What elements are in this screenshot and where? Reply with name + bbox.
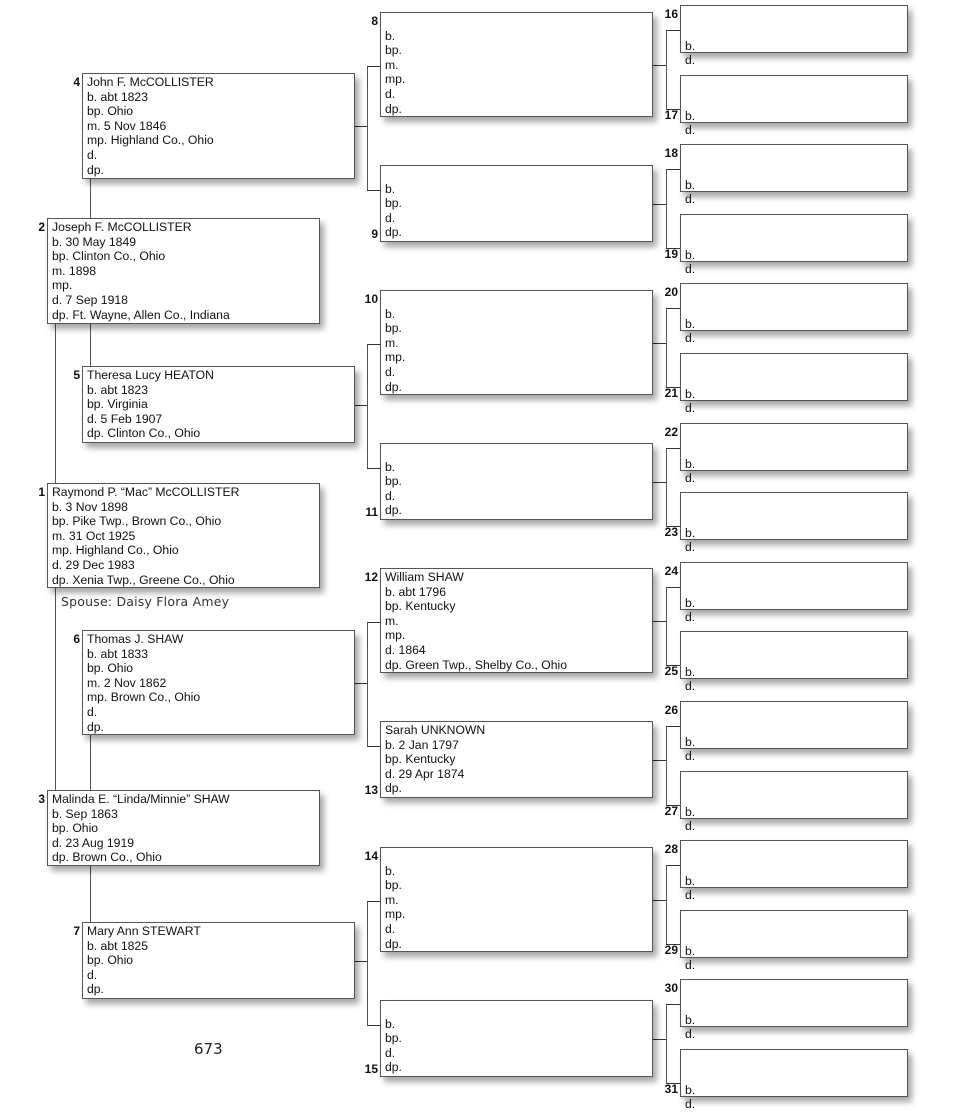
person-name: [685, 581, 907, 596]
connector-line: [90, 735, 91, 790]
ahnentafel-number: 16: [664, 7, 678, 21]
person-name: [385, 445, 652, 460]
person-box: [82, 73, 355, 179]
person-fact: d. 23 Aug 1919: [52, 835, 135, 850]
person-fact: mp.: [385, 907, 406, 922]
person-box: [380, 290, 653, 395]
person-fact: d.: [685, 331, 696, 346]
person-fact: d.: [685, 1097, 696, 1112]
person-fact: bp.: [385, 474, 402, 489]
person-fact: d.: [685, 610, 696, 625]
connector-line: [666, 30, 680, 31]
ahnentafel-number: 14: [364, 849, 378, 863]
person-fact: mp. Brown Co., Ohio: [87, 690, 201, 705]
person-fact: d. 5 Feb 1907: [87, 411, 163, 426]
person-fact: bp. Clinton Co., Ohio: [52, 249, 166, 264]
connector-line: [355, 683, 367, 684]
person-fact: bp. Kentucky: [385, 752, 456, 767]
person-fact: bp.: [385, 196, 402, 211]
person-fact: b.: [685, 456, 696, 471]
person-name: Mary Ann STEWART: [87, 924, 201, 938]
person-fact: m.: [385, 335, 399, 350]
connector-line: [90, 866, 91, 922]
person-fact: b.: [685, 386, 696, 401]
person-fact: d.: [87, 147, 98, 162]
ahnentafel-number: 8: [371, 14, 378, 28]
spouse-name: Daisy Flora Amey: [116, 594, 230, 609]
person-name: [685, 1068, 907, 1083]
person-fact: dp. Green Twp., Shelby Co., Ohio: [385, 657, 568, 672]
person-box: [680, 353, 908, 416]
person-fact: b. abt 1823: [87, 89, 148, 104]
person-fact: d.: [685, 471, 696, 486]
connector-line: [653, 482, 666, 483]
person-box: [380, 568, 653, 673]
connector-line: [367, 1025, 380, 1026]
person-box: [47, 483, 320, 588]
connector-line: [653, 343, 666, 344]
ahnentafel-number: 21: [664, 386, 678, 400]
ahnentafel-number: 18: [664, 146, 678, 160]
ahnentafel-number: 12: [364, 570, 378, 584]
ahnentafel-number: 24: [664, 564, 678, 578]
ahnentafel-number: 17: [664, 108, 678, 122]
person-box: [47, 218, 320, 324]
ahnentafel-number: 23: [664, 525, 678, 539]
connector-line: [653, 900, 666, 901]
ahnentafel-number: 15: [364, 1062, 378, 1076]
person-name: [685, 998, 907, 1013]
person-fact: b.: [385, 459, 396, 474]
connector-line: [90, 324, 91, 366]
person-fact: b. abt 1823: [87, 382, 148, 397]
person-fact: mp. Highland Co., Ohio: [52, 543, 179, 558]
person-name: [685, 929, 907, 944]
ahnentafel-number: 26: [664, 703, 678, 717]
person-name: Sarah UNKNOWN: [385, 723, 486, 737]
person-fact: dp.: [87, 982, 104, 997]
person-fact: b.: [385, 306, 396, 321]
person-name: Joseph F. McCOLLISTER: [52, 220, 192, 234]
person-fact: bp. Kentucky: [385, 599, 456, 614]
connector-line: [367, 622, 368, 747]
person-fact: b.: [385, 1016, 396, 1031]
person-fact: dp. Brown Co., Ohio: [52, 850, 162, 865]
person-fact: b.: [685, 943, 696, 958]
person-fact: d.: [685, 262, 696, 277]
person-box: [680, 75, 908, 138]
ahnentafel-number: 28: [664, 842, 678, 856]
person-box: [380, 1000, 653, 1077]
person-fact: d.: [685, 1027, 696, 1042]
person-name: William SHAW: [385, 570, 464, 584]
person-fact: d. 29 Apr 1874: [385, 766, 465, 781]
person-fact: dp.: [385, 379, 402, 394]
person-fact: d.: [685, 540, 696, 555]
person-name: [685, 859, 907, 874]
person-fact: b.: [685, 316, 696, 331]
person-fact: d.: [685, 958, 696, 973]
connector-line: [653, 65, 666, 66]
person-name: [385, 14, 652, 29]
person-fact: dp. Clinton Co., Ohio: [87, 426, 201, 441]
person-box: [680, 631, 908, 694]
person-fact: bp. Ohio: [87, 953, 134, 968]
person-fact: d.: [685, 679, 696, 694]
ahnentafel-number: 29: [664, 943, 678, 957]
connector-line: [367, 66, 368, 191]
person-fact: d.: [385, 210, 396, 225]
ahnentafel-number: 22: [664, 425, 678, 439]
person-fact: b.: [685, 525, 696, 540]
person-name: [685, 94, 907, 109]
person-fact: m.: [385, 892, 399, 907]
person-fact: m. 2 Nov 1862: [87, 675, 167, 690]
person-fact: d.: [385, 86, 396, 101]
connector-line: [367, 344, 380, 345]
person-fact: dp.: [87, 719, 104, 734]
connector-line: [367, 344, 368, 469]
person-fact: dp.: [385, 781, 402, 796]
ahnentafel-number: 4: [73, 75, 80, 89]
person-name: [685, 24, 907, 39]
ahnentafel-number: 11: [365, 505, 378, 519]
connector-line: [666, 30, 667, 110]
person-box: [380, 12, 653, 117]
person-fact: mp. Highland Co., Ohio: [87, 133, 214, 148]
person-name: Thomas J. SHAW: [87, 632, 184, 646]
person-name: Theresa Lucy HEATON: [87, 368, 214, 382]
person-fact: d.: [385, 364, 396, 379]
person-fact: bp.: [385, 878, 402, 893]
ahnentafel-number: 3: [38, 792, 45, 806]
person-box: [680, 979, 908, 1042]
person-fact: b.: [385, 863, 396, 878]
person-name: John F. McCOLLISTER: [87, 75, 214, 89]
person-fact: b. 2 Jan 1797: [385, 737, 459, 752]
person-fact: mp.: [385, 350, 406, 365]
person-fact: bp. Pike Twp., Brown Co., Ohio: [52, 514, 222, 529]
connector-line: [367, 622, 380, 623]
person-name: [685, 650, 907, 665]
person-fact: b.: [685, 595, 696, 610]
ahnentafel-number: 1: [38, 485, 45, 499]
person-box: [680, 283, 908, 346]
person-fact: b. 30 May 1849: [52, 234, 137, 249]
person-box: [680, 423, 908, 486]
person-fact: bp. Ohio: [87, 104, 134, 119]
person-box: [680, 214, 908, 277]
person-box: [680, 701, 908, 764]
person-fact: b. 3 Nov 1898: [52, 499, 128, 514]
ahnentafel-number: 9: [371, 227, 378, 241]
person-box: [680, 771, 908, 834]
person-fact: dp.: [385, 1060, 402, 1075]
person-fact: dp.: [385, 503, 402, 518]
person-fact: b. abt 1825: [87, 938, 148, 953]
ahnentafel-number: 10: [364, 292, 378, 306]
person-fact: b.: [685, 1012, 696, 1027]
person-fact: b. Sep 1863: [52, 806, 118, 821]
person-name: [385, 292, 652, 307]
person-box: [380, 165, 653, 242]
person-box: [380, 443, 653, 520]
person-fact: d.: [685, 819, 696, 834]
person-fact: b.: [685, 247, 696, 262]
person-fact: b.: [685, 38, 696, 53]
connector-line: [666, 448, 667, 527]
connector-line: [666, 169, 667, 249]
connector-line: [666, 587, 667, 666]
person-box: [380, 721, 653, 798]
connector-line: [367, 746, 380, 747]
person-fact: b. abt 1833: [87, 646, 148, 661]
connector-line: [666, 169, 680, 170]
connector-line: [666, 726, 680, 727]
person-name: [685, 233, 907, 248]
ahnentafel-number: 31: [664, 1082, 678, 1096]
person-box: [380, 847, 653, 952]
person-name: [685, 302, 907, 317]
person-fact: b.: [685, 177, 696, 192]
person-box: [82, 630, 355, 735]
spouse-note: [61, 594, 229, 609]
connector-line: [653, 1039, 666, 1040]
person-name: [385, 1002, 652, 1017]
connector-line: [355, 126, 367, 127]
connector-line: [653, 204, 666, 205]
person-fact: dp.: [385, 936, 402, 951]
person-name: [685, 163, 907, 178]
person-fact: d.: [385, 1045, 396, 1060]
connector-line: [355, 961, 367, 962]
person-fact: dp.: [385, 225, 402, 240]
person-fact: mp.: [52, 278, 73, 293]
person-box: [47, 790, 320, 866]
connector-line: [666, 308, 680, 309]
ahnentafel-number: 27: [664, 804, 678, 818]
person-fact: dp. Xenia Twp., Greene Co., Ohio: [52, 572, 235, 587]
person-fact: bp.: [385, 1031, 402, 1046]
connector-line: [666, 865, 680, 866]
connector-line: [355, 405, 367, 406]
person-box: [680, 910, 908, 973]
person-fact: d.: [685, 192, 696, 207]
person-name: [685, 372, 907, 387]
person-name: [685, 720, 907, 735]
ahnentafel-number: 6: [73, 632, 80, 646]
person-fact: bp. Ohio: [52, 821, 99, 836]
person-fact: b.: [685, 804, 696, 819]
person-fact: d.: [685, 123, 696, 138]
connector-line: [666, 1004, 667, 1084]
ahnentafel-number: 13: [364, 783, 378, 797]
ahnentafel-number: 5: [73, 368, 80, 382]
person-fact: d.: [685, 888, 696, 903]
connector-line: [367, 190, 380, 191]
person-name: [385, 167, 652, 182]
person-fact: m. 1898: [52, 263, 97, 278]
person-fact: m. 31 Oct 1925: [52, 528, 136, 543]
person-fact: d.: [685, 53, 696, 68]
person-fact: mp.: [385, 72, 406, 87]
person-fact: b.: [685, 734, 696, 749]
person-box: [680, 5, 908, 68]
person-fact: b.: [685, 1082, 696, 1097]
person-box: [82, 366, 355, 443]
person-name: [685, 511, 907, 526]
ahnentafel-number: 25: [664, 664, 678, 678]
person-fact: d.: [385, 921, 396, 936]
person-fact: dp.: [87, 162, 104, 177]
person-fact: d.: [385, 488, 396, 503]
connector-line: [367, 66, 380, 67]
person-box: [680, 562, 908, 625]
person-name: [685, 790, 907, 805]
person-box: [680, 492, 908, 555]
connector-line: [666, 726, 667, 806]
person-fact: d.: [685, 401, 696, 416]
connector-line: [90, 179, 91, 218]
person-box: [680, 840, 908, 903]
ahnentafel-number: 20: [664, 285, 678, 299]
person-fact: m. 5 Nov 1846: [87, 118, 167, 133]
person-fact: bp. Virginia: [87, 397, 148, 412]
person-fact: bp.: [385, 321, 402, 336]
connector-line: [367, 468, 380, 469]
person-name: Raymond P. “Mac” McCOLLISTER: [52, 485, 240, 499]
page-number: 673: [194, 1040, 223, 1058]
person-fact: bp.: [385, 43, 402, 58]
person-fact: b.: [385, 181, 396, 196]
connector-line: [666, 587, 680, 588]
person-box: [680, 1049, 908, 1112]
person-fact: b.: [685, 108, 696, 123]
person-fact: d.: [87, 704, 98, 719]
connector-line: [653, 760, 666, 761]
person-fact: mp.: [385, 628, 406, 643]
person-name: [685, 442, 907, 457]
ahnentafel-number: 7: [73, 924, 80, 938]
connector-line: [653, 621, 666, 622]
person-fact: d.: [685, 749, 696, 764]
connector-line: [666, 1004, 680, 1005]
person-fact: bp. Ohio: [87, 661, 134, 676]
spouse-label: Spouse:: [61, 594, 113, 609]
connector-line: [666, 308, 667, 388]
person-name: [385, 849, 652, 864]
person-fact: m.: [385, 613, 399, 628]
ahnentafel-number: 2: [38, 220, 45, 234]
connector-line: [666, 865, 667, 945]
person-box: [680, 144, 908, 207]
person-fact: d. 1864: [385, 642, 426, 657]
connector-line: [666, 448, 680, 449]
person-fact: d.: [87, 967, 98, 982]
person-box: [82, 922, 355, 999]
person-fact: dp.: [385, 101, 402, 116]
ahnentafel-number: 19: [664, 247, 678, 261]
person-fact: d. 29 Dec 1983: [52, 557, 135, 572]
person-name: Malinda E. “Linda/Minnie” SHAW: [52, 792, 230, 806]
person-fact: m.: [385, 57, 399, 72]
connector-line: [367, 901, 380, 902]
person-fact: d. 7 Sep 1918: [52, 292, 128, 307]
ahnentafel-number: 30: [664, 981, 678, 995]
connector-line: [367, 901, 368, 1026]
person-fact: b.: [685, 873, 696, 888]
person-fact: b.: [685, 664, 696, 679]
person-fact: b. abt 1796: [385, 584, 446, 599]
person-fact: b.: [385, 28, 396, 43]
person-fact: dp. Ft. Wayne, Allen Co., Indiana: [52, 307, 230, 322]
